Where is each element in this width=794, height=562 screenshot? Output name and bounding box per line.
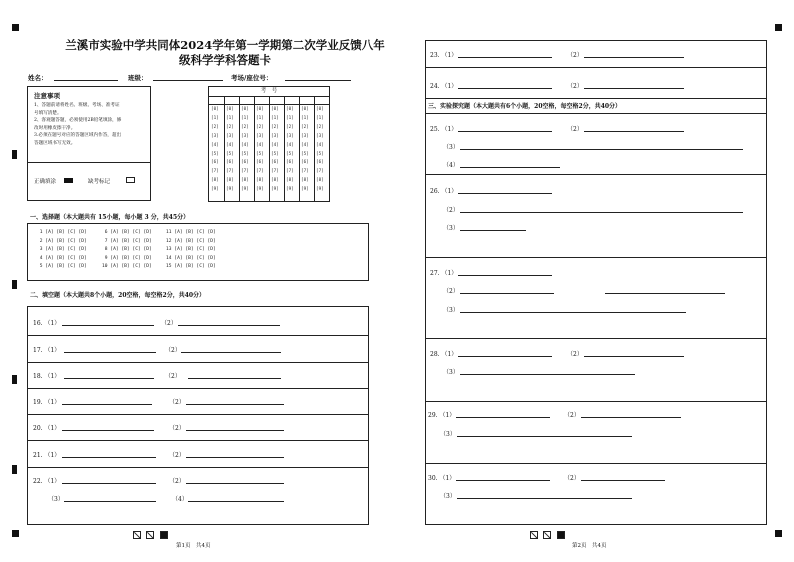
q26-label: 26. （1）	[430, 188, 458, 195]
q17-blank-2[interactable]	[181, 352, 281, 353]
exam-digit-bubble[interactable]: [5]	[226, 151, 234, 157]
q22-label: 22. （1）	[33, 478, 61, 485]
q29-blank-1[interactable]	[456, 417, 550, 418]
divider	[28, 335, 368, 336]
exam-digit-bubble[interactable]: [4]	[316, 142, 324, 148]
page-marker-box	[543, 531, 551, 539]
corner-marker	[775, 24, 782, 31]
q26-blank-2[interactable]	[460, 212, 743, 213]
title-line-2: 级科学学科答题卡	[179, 53, 271, 67]
exam-digit-bubble[interactable]: [3]	[256, 133, 264, 139]
choice-group-11-15[interactable]: 11 [A] [B] [C] [D] 12 [A] [B] [C] [D] 13 [A] [B] [C] [D] 14 [A] [B] [C] [D] 15 [A] [B] [C] [D]	[166, 230, 216, 270]
q25-blank-3[interactable]	[460, 149, 743, 150]
name-label: 姓名：	[28, 74, 48, 82]
exam-digit-bubble[interactable]: [4]	[241, 142, 249, 148]
divider	[426, 67, 766, 68]
correct-fill-label: 正确填涂	[34, 179, 57, 185]
q23-label-2: （2）	[567, 52, 583, 59]
exam-number-columns	[209, 106, 329, 201]
title-line-1: 兰溪市实验中学共同体2024学年第一学期第二次学业反馈八年	[65, 38, 385, 52]
absent-mark-box[interactable]	[126, 177, 135, 183]
divider	[426, 463, 766, 464]
q22-label-4: （4）	[172, 496, 188, 503]
q20-label: 20. （1）	[33, 425, 61, 432]
divider	[426, 98, 766, 99]
q28-blank-1[interactable]	[458, 356, 552, 357]
q29-blank-3[interactable]	[457, 436, 632, 437]
exam-digit-bubble[interactable]: [8]	[226, 178, 234, 184]
q30-blank-1[interactable]	[456, 480, 550, 481]
q30-label-2: （2）	[564, 475, 580, 482]
exam-digit-bubble[interactable]: [9]	[226, 187, 234, 193]
page-marker-box	[557, 531, 565, 539]
q21-label: 21. （1）	[33, 452, 61, 459]
side-marker	[12, 465, 17, 474]
exam-digit-bubble[interactable]: [1]	[271, 115, 279, 121]
q20-blank-2[interactable]	[186, 430, 284, 431]
exam-digit-bubble[interactable]: [7]	[241, 169, 249, 175]
q19-label-2: （2）	[169, 399, 185, 406]
q27-label-2: （2）	[443, 288, 459, 295]
exam-digit-bubble[interactable]: [6]	[241, 160, 249, 166]
q19-blank-1[interactable]	[62, 404, 152, 405]
q25-label-3: （3）	[443, 144, 459, 151]
q22-blank-2[interactable]	[186, 483, 284, 484]
exam-digit-bubble[interactable]: [6]	[211, 160, 219, 166]
exam-digit-bubble[interactable]: [1]	[211, 115, 219, 121]
exam-digit-bubble[interactable]: [7]	[211, 169, 219, 175]
exam-digit-bubble[interactable]: [6]	[286, 160, 294, 166]
q27-blank-3[interactable]	[460, 312, 686, 313]
q18-label: 18. （1）	[33, 373, 61, 380]
page-marker-box	[530, 531, 538, 539]
page2-answer-box	[425, 40, 767, 525]
class-label: 班级：	[128, 74, 148, 82]
q25-blank-1[interactable]	[458, 131, 552, 132]
notice-line: 2、客观题答题，必须使用2B铅笔填涂，修	[34, 118, 122, 123]
exam-number-column[interactable]	[241, 106, 249, 195]
q24-label: 24. （1）	[430, 83, 458, 90]
exam-digit-bubble[interactable]: [1]	[226, 115, 234, 121]
exam-digit-bubble[interactable]: [3]	[316, 133, 324, 139]
exam-digit-bubble[interactable]: [5]	[316, 151, 324, 157]
q29-label-3: （3）	[440, 431, 456, 438]
divider	[28, 414, 368, 415]
corner-marker	[12, 24, 19, 31]
q18-blank-1[interactable]	[64, 378, 154, 379]
exam-digit-bubble[interactable]: [0]	[271, 107, 279, 112]
exam-number-column[interactable]	[226, 106, 234, 195]
page-marker-box	[146, 531, 154, 539]
exam-digit-bubble[interactable]: [8]	[256, 178, 264, 184]
q29-label: 29. （1）	[428, 412, 456, 419]
grid-divider	[314, 96, 315, 201]
corner-marker	[12, 530, 19, 537]
q23-blank-2[interactable]	[584, 57, 684, 58]
exam-digit-bubble[interactable]: [7]	[271, 169, 279, 175]
q25-blank-4[interactable]	[460, 167, 560, 168]
divider	[426, 174, 766, 175]
q22-blank-1[interactable]	[62, 483, 156, 484]
q18-label-2: （2）	[165, 373, 181, 380]
section2-box	[27, 306, 369, 525]
q27-label-3: （3）	[443, 307, 459, 314]
exam-digit-bubble[interactable]: [8]	[301, 178, 309, 184]
exam-number-column[interactable]	[301, 106, 309, 195]
exam-digit-bubble[interactable]: [6]	[316, 160, 324, 166]
exam-digit-bubble[interactable]: [4]	[301, 142, 309, 148]
exam-digit-bubble[interactable]: [2]	[271, 124, 279, 130]
exam-seat-label: 考场/座位号：	[231, 74, 273, 82]
notice-line: 答题区域书写无效。	[34, 140, 76, 146]
q18-blank-2[interactable]	[188, 378, 281, 379]
q24-blank-2[interactable]	[584, 88, 684, 89]
page-marker-box	[133, 531, 141, 539]
exam-digit-bubble[interactable]: [1]	[256, 115, 264, 121]
divider	[28, 388, 368, 389]
exam-digit-bubble[interactable]: [1]	[301, 115, 309, 121]
exam-digit-bubble[interactable]: [4]	[211, 142, 219, 148]
exam-digit-bubble[interactable]: [0]	[211, 107, 219, 112]
class-field[interactable]	[153, 80, 223, 81]
exam-digit-bubble[interactable]: [6]	[271, 160, 279, 166]
q28-blank-2[interactable]	[584, 356, 684, 357]
exam-digit-bubble[interactable]: [9]	[286, 187, 294, 193]
side-marker	[12, 280, 17, 289]
exam-digit-bubble[interactable]: [3]	[301, 133, 309, 139]
q26-blank-3[interactable]	[460, 230, 526, 231]
exam-digit-bubble[interactable]: [5]	[241, 151, 249, 157]
exam-digit-bubble[interactable]: [2]	[286, 124, 294, 130]
notice-heading: 注意事项	[34, 92, 60, 100]
q28-label-2: （2）	[567, 351, 583, 358]
exam-digit-bubble[interactable]: [6]	[256, 160, 264, 166]
exam-digit-bubble[interactable]: [1]	[286, 115, 294, 121]
q25-label: 25. （1）	[430, 126, 458, 133]
divider	[426, 113, 766, 114]
q17-label-2: （2）	[165, 347, 181, 354]
grid-divider	[284, 96, 285, 201]
q26-label-2: （2）	[443, 207, 459, 214]
exam-digit-bubble[interactable]: [7]	[316, 169, 324, 175]
q20-label-2: （2）	[169, 425, 185, 432]
exam-number-column[interactable]	[316, 106, 324, 195]
exam-seat-field[interactable]	[285, 80, 351, 81]
q17-blank-1[interactable]	[64, 352, 156, 353]
exam-digit-bubble[interactable]: [9]	[271, 187, 279, 193]
q22-label-3: （3）	[48, 496, 64, 503]
exam-digit-bubble[interactable]: [3]	[211, 133, 219, 139]
exam-digit-bubble[interactable]: [7]	[301, 169, 309, 175]
q21-blank-2[interactable]	[186, 457, 284, 458]
exam-number-heading: 考 号	[260, 88, 278, 94]
page-number: 第2页 共4页	[572, 543, 607, 549]
exam-digit-bubble[interactable]: [7]	[286, 169, 294, 175]
exam-digit-bubble[interactable]: [2]	[226, 124, 234, 130]
exam-digit-bubble[interactable]: [0]	[286, 107, 294, 112]
q27-blank-2b[interactable]	[605, 293, 725, 294]
divider	[426, 338, 766, 339]
grid-divider	[254, 96, 255, 201]
exam-number-column[interactable]	[211, 106, 219, 195]
q24-label-2: （2）	[567, 83, 583, 90]
exam-digit-bubble[interactable]: [0]	[226, 107, 234, 112]
section1-heading: 一、选择题（本大题共有 15小题，每小题 3 分，共45分）	[30, 214, 190, 221]
exam-digit-bubble[interactable]: [0]	[256, 107, 264, 112]
exam-number-grid	[208, 86, 330, 202]
exam-digit-bubble[interactable]: [3]	[226, 133, 234, 139]
q29-blank-2[interactable]	[581, 417, 681, 418]
divider	[28, 362, 368, 363]
exam-digit-bubble[interactable]: [9]	[241, 187, 249, 193]
q23-label: 23. （1）	[430, 52, 458, 59]
q16-label-2: （2）	[161, 320, 177, 327]
divider	[28, 467, 368, 468]
exam-digit-bubble[interactable]: [2]	[301, 124, 309, 130]
page-number: 第1页 共4页	[176, 543, 211, 549]
exam-digit-bubble[interactable]: [4]	[271, 142, 279, 148]
exam-digit-bubble[interactable]: [3]	[241, 133, 249, 139]
correct-fill-sample	[64, 178, 73, 183]
q22-label-2: （2）	[169, 478, 185, 485]
notice-line: 3.必须在题号对应的答题区域内作答，超出	[34, 133, 122, 138]
q30-blank-2[interactable]	[581, 480, 665, 481]
q23-blank-1[interactable]	[458, 57, 552, 58]
q26-blank-1[interactable]	[458, 193, 552, 194]
q20-blank-1[interactable]	[62, 430, 154, 431]
grid-divider	[224, 96, 225, 201]
q26-label-3: （3）	[443, 225, 459, 232]
q30-label-3: （3）	[440, 493, 456, 500]
q25-blank-2[interactable]	[584, 131, 684, 132]
q30-label: 30. （1）	[428, 475, 456, 482]
exam-digit-bubble[interactable]: [1]	[241, 115, 249, 121]
q16-blank-2[interactable]	[178, 325, 280, 326]
grid-divider	[299, 96, 300, 201]
exam-digit-bubble[interactable]: [2]	[316, 124, 324, 130]
q27-label: 27. （1）	[430, 270, 458, 277]
exam-digit-bubble[interactable]: [2]	[256, 124, 264, 130]
q30-blank-3[interactable]	[457, 498, 632, 499]
notice-box	[27, 86, 151, 201]
exam-digit-bubble[interactable]: [3]	[271, 133, 279, 139]
q27-blank-1[interactable]	[458, 275, 552, 276]
corner-marker	[775, 530, 782, 537]
side-marker	[12, 150, 17, 159]
exam-digit-bubble[interactable]: [1]	[316, 115, 324, 121]
grid-divider	[239, 96, 240, 201]
q28-label-3: （3）	[443, 369, 459, 376]
exam-digit-bubble[interactable]: [5]	[271, 151, 279, 157]
exam-digit-bubble[interactable]: [4]	[286, 142, 294, 148]
name-field[interactable]	[54, 80, 118, 81]
divider	[426, 257, 766, 258]
q28-blank-3[interactable]	[460, 374, 635, 375]
exam-number-column[interactable]	[256, 106, 264, 195]
side-marker	[12, 375, 17, 384]
exam-digit-bubble[interactable]: [5]	[211, 151, 219, 157]
notice-line: 1、答题前请将姓名、班级、考场、准考证	[34, 103, 120, 108]
grid-divider	[269, 96, 270, 201]
q19-label: 19. （1）	[33, 399, 61, 406]
notice-line: 号填写清楚。	[34, 110, 62, 116]
q22-blank-4[interactable]	[188, 501, 284, 502]
exam-number-column[interactable]	[286, 106, 294, 195]
notice-text	[34, 102, 121, 147]
exam-digit-bubble[interactable]: [8]	[211, 178, 219, 184]
choice-group-1-5[interactable]: 1 [A] [B] [C] [D] 2 [A] [B] [C] [D] 3 [A] [B] [C] [D] 4 [A] [B] [C] [D] 5 [A] [B] [C] [D]	[39, 230, 87, 270]
exam-digit-bubble[interactable]: [8]	[286, 178, 294, 184]
exam-digit-bubble[interactable]: [9]	[316, 187, 324, 193]
exam-number-column[interactable]	[271, 106, 279, 195]
exam-digit-bubble[interactable]: [4]	[256, 142, 264, 148]
q19-blank-2[interactable]	[186, 404, 284, 405]
exam-digit-bubble[interactable]: [9]	[301, 187, 309, 193]
q16-label: 16. （1）	[33, 320, 61, 327]
q16-blank-1[interactable]	[62, 325, 154, 326]
exam-digit-bubble[interactable]: [7]	[256, 169, 264, 175]
q22-blank-3[interactable]	[64, 501, 156, 502]
exam-digit-bubble[interactable]: [8]	[271, 178, 279, 184]
q25-label-4: （4）	[443, 162, 459, 169]
exam-digit-bubble[interactable]: [0]	[301, 107, 309, 112]
absent-mark-label: 缺考标记	[88, 179, 111, 185]
page-marker-box	[160, 531, 168, 539]
q24-blank-1[interactable]	[458, 88, 552, 89]
notice-line: 改时用橡皮擦干净。	[34, 125, 76, 131]
q21-label-2: （2）	[169, 452, 185, 459]
exam-digit-bubble[interactable]: [2]	[241, 124, 249, 130]
divider	[426, 401, 766, 402]
exam-digit-bubble[interactable]: [6]	[226, 160, 234, 166]
divider	[28, 440, 368, 441]
exam-digit-bubble[interactable]: [8]	[241, 178, 249, 184]
q29-label-2: （2）	[564, 412, 580, 419]
exam-digit-bubble[interactable]: [3]	[286, 133, 294, 139]
exam-digit-bubble[interactable]: [9]	[211, 187, 219, 193]
q17-label: 17. （1）	[33, 347, 61, 354]
section1-box	[27, 223, 369, 281]
exam-digit-bubble[interactable]: [8]	[316, 178, 324, 184]
divider	[28, 162, 150, 163]
q27-blank-2a[interactable]	[460, 293, 554, 294]
exam-digit-bubble[interactable]: [0]	[316, 107, 324, 112]
page-title	[60, 38, 390, 68]
exam-digit-bubble[interactable]: [6]	[301, 160, 309, 166]
q28-label: 28. （1）	[430, 351, 458, 358]
choice-group-6-10[interactable]: 6 [A] [B] [C] [D] 7 [A] [B] [C] [D] 8 [A] [B] [C] [D] 9 [A] [B] [C] [D] 10 [A] [B] [C] [D]	[102, 230, 152, 270]
section3-heading: 三、实验探究题（本大题共有6个小题，20空格，每空格2分，共40分）	[428, 103, 622, 110]
exam-digit-bubble[interactable]: [2]	[211, 124, 219, 130]
exam-digit-bubble[interactable]: [7]	[226, 169, 234, 175]
exam-digit-bubble[interactable]: [0]	[241, 107, 249, 112]
section2-heading: 二、填空题（本大题共8个小题，20空格，每空格2分，共40分）	[30, 292, 206, 299]
exam-digit-bubble[interactable]: [4]	[226, 142, 234, 148]
exam-digit-bubble[interactable]: [5]	[286, 151, 294, 157]
exam-digit-bubble[interactable]: [5]	[301, 151, 309, 157]
q25-label-2: （2）	[567, 126, 583, 133]
exam-digit-bubble[interactable]: [5]	[256, 151, 264, 157]
exam-digit-bubble[interactable]: [9]	[256, 187, 264, 193]
q21-blank-1[interactable]	[62, 457, 156, 458]
